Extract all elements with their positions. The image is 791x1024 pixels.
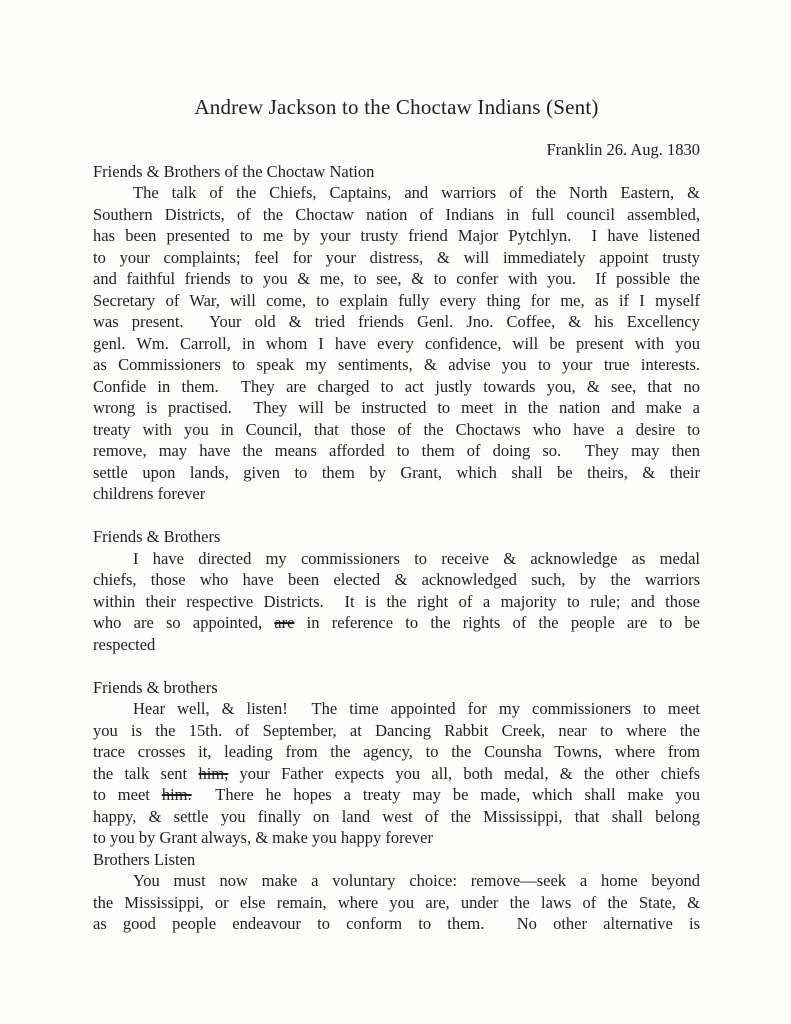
letter-dateline: Franklin 26. Aug. 1830 [546, 140, 700, 159]
text-line: the talk sent him, your Father expects you all, both medal, & the other chiefs [93, 763, 701, 783]
text-line: the Mississippi, or else remain, where you are, under the laws of the State, & [93, 892, 700, 912]
text-line: to you by Grant always, & make you happy forever [93, 828, 433, 847]
text-line: within their respective Districts. It is the right of a majority to rule; and those [93, 591, 700, 611]
text-line: happy, & settle you finally on land west of the Mississippi, that shall belong [93, 806, 700, 826]
text-line: remove, may have the means afforded to them of doing so. They may then [93, 441, 700, 460]
struck-word: are [274, 613, 295, 632]
salutation-line: Friends & Brothers of the Choctaw Nation [93, 161, 375, 181]
text-line: trace crosses it, leading from the agency, to the Counsha Towns, where from [93, 742, 700, 761]
text-line: Southern Districts, of the Choctaw nation of Indians in full council assembled, [93, 204, 700, 224]
text-line: Secretary of War, will come, to explain fully every thing for me, as if I myself [93, 290, 700, 310]
text-line: has been presented to me by your trusty friend Major Pytchlyn. I have listened [93, 226, 700, 245]
text-line: treaty with you in Council, that those of the Choctaws who have a desire to [93, 419, 700, 439]
text-line: as Commissioners to speak my sentiments, & advise you to your true interests. [93, 355, 700, 374]
text-line: as good people endeavour to conform to them. No other alternative is [93, 914, 700, 933]
text-line: chiefs, those who have been elected & acknowledged such, by the warriors [93, 570, 700, 589]
salutation-line: Brothers Listen [93, 849, 196, 869]
text-line: genl. Wm. Carroll, in whom I have every confidence, will be present with you [93, 333, 700, 353]
text-line: settle upon lands, given to them by Grant, which shall be theirs, & their [93, 462, 700, 482]
text-line: wrong is practised. They will be instructed to meet in the nation and make a [93, 398, 700, 417]
text-line: you is the 15th. of September, at Dancing Rabbit Creek, near to where the [93, 720, 700, 740]
text-line: and faithful friends to you & me, to see, & to confer with you. If possible the [93, 269, 700, 288]
text-line: to your complaints; feel for your distress, & will immediately appoint trusty [93, 247, 700, 267]
paragraph-gap [93, 505, 700, 527]
letter-body [93, 161, 700, 935]
text-line: Hear well, & listen! The time appointed for my commissioners to meet [133, 699, 700, 718]
letter-title: Andrew Jackson to the Choctaw Indians (Sent) [194, 95, 599, 119]
letter [93, 95, 700, 935]
text-line: respected [93, 634, 156, 654]
paragraph-gap [93, 655, 700, 677]
salutation-line: Friends & Brothers [93, 527, 221, 546]
text-line: to meet him. There he hopes a treaty may be made, which shall make you [93, 785, 700, 804]
text-line: who are so appointed, are in reference to the rights of the people are to be [93, 613, 700, 632]
text-line: was present. Your old & tried friends Genl. Jno. Coffee, & his Excellency [93, 312, 700, 331]
struck-word: him, [198, 763, 229, 783]
text-line: childrens forever [93, 484, 206, 503]
text-line: You must now make a voluntary choice: remove—seek a home beyond [133, 871, 700, 890]
salutation-line: Friends & brothers [93, 677, 218, 697]
struck-word: him. [161, 785, 192, 804]
text-line: Confide in them. They are charged to act justly towards you, & see, that no [93, 376, 700, 396]
text-line: The talk of the Chiefs, Captains, and warriors of the North Eastern, & [133, 183, 700, 202]
text-line: I have directed my commissioners to receive & acknowledge as medal [133, 548, 700, 568]
